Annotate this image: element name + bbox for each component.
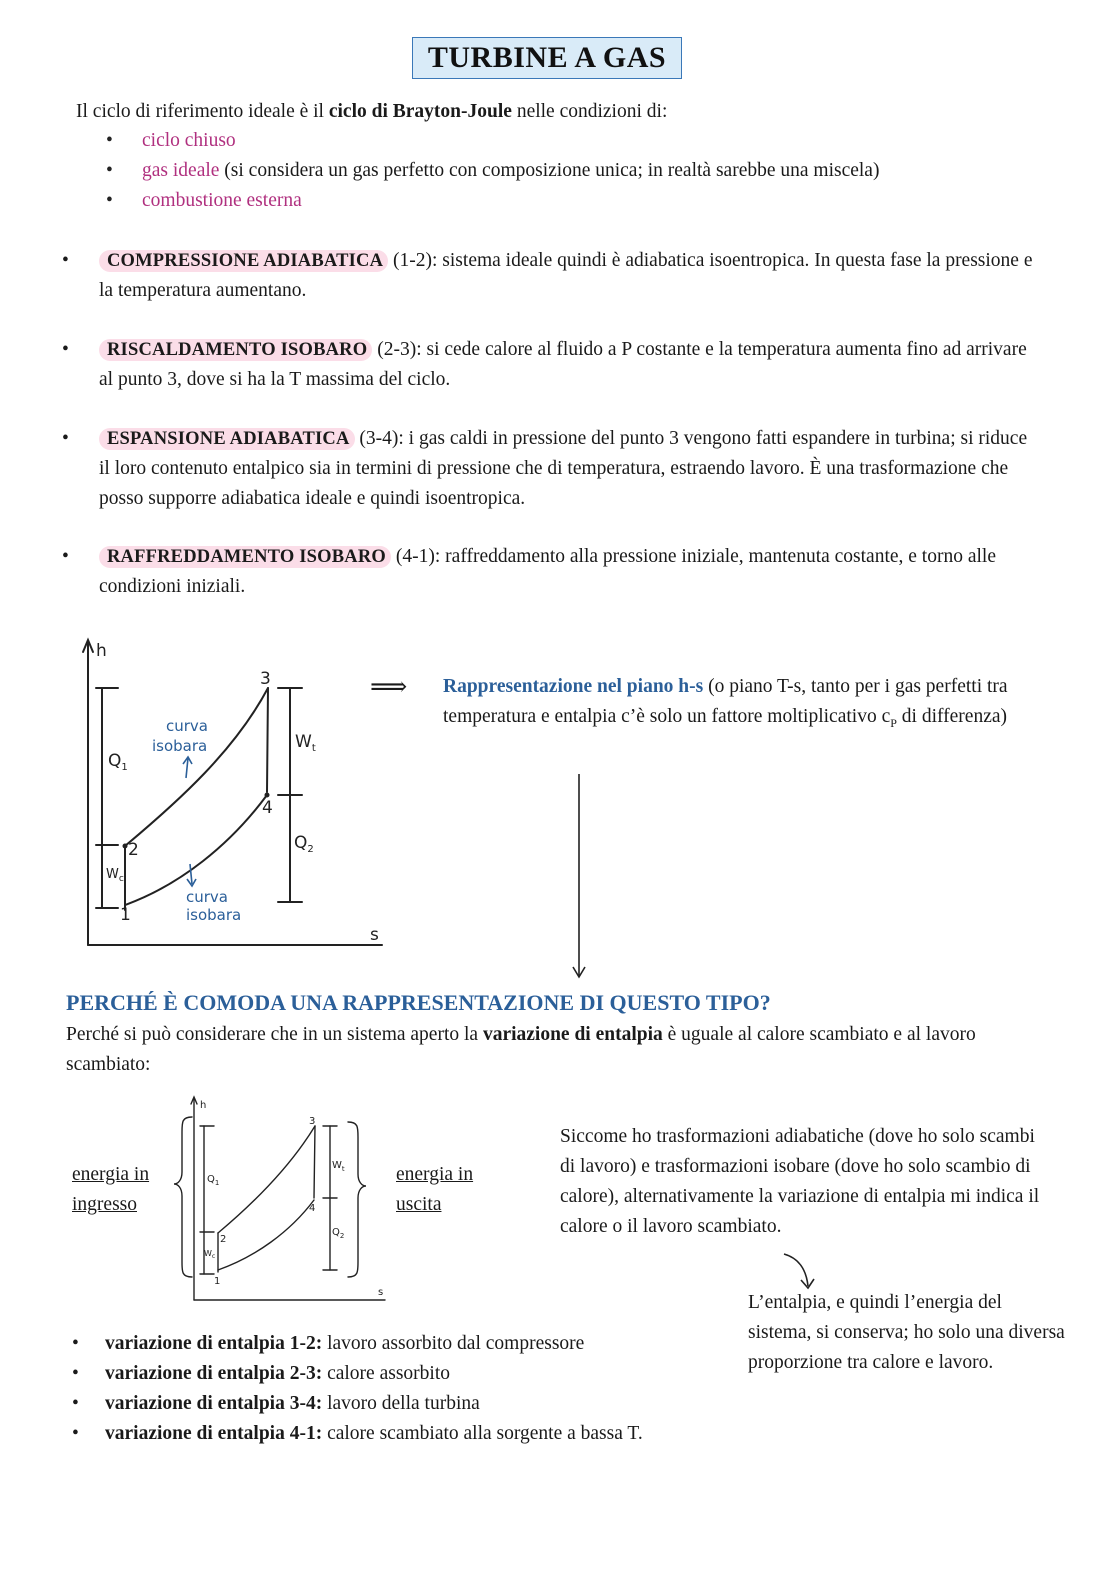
svg-text:Wc: $W_c$ — [204, 1249, 216, 1260]
point-2-label: 2 — [128, 840, 139, 860]
point-2-dot — [123, 844, 128, 849]
curve-label: curva — [166, 717, 208, 735]
svg-text:Q1: $Q_1$ — [207, 1174, 220, 1187]
conservation-note: L’entalpia, e quindi l’energia del sistema, si conserva; ho solo una diversa proporzione tra calore e lavoro. — [748, 1292, 1065, 1373]
svg-text:2: 2 — [220, 1234, 227, 1245]
condition-item: • gas ideale (si considera un gas perfetto con composizione unica; in realtà sarebbe una miscela) — [106, 156, 879, 186]
phase-item: • RAFFREDDAMENTO ISOBARO (4-1): raffreddamento alla pressione iniziale, mantenuta costante, e torno alle condizioni iniziali. — [62, 546, 996, 597]
heating-curve — [125, 688, 268, 846]
hs-diagram — [70, 630, 400, 955]
q1-label: $Q_1$ — [108, 751, 128, 773]
variation-item: • variazione di entalpia 4-1: calore scambiato alla sorgente a bassa T. — [72, 1423, 643, 1444]
phase-item: • COMPRESSIONE ADIABATICA (1-2): sistema ideale quindi è adiabatica isoentropica. In questa fase la pressione e la temperatura aumentano. — [62, 250, 1033, 301]
down-arrow-icon — [570, 772, 590, 982]
point-1-label: 1 — [120, 905, 131, 925]
expansion-line — [267, 688, 268, 792]
double-arrow-icon: ⟹ — [370, 672, 408, 701]
representation-text: Rappresentazione nel piano h-s (o piano T-s, tanto per i gas perfetti tra temperatura e entalpia c’è solo un fattore moltiplicativo $c_P$ di differenza) — [443, 676, 1008, 730]
variation-item: • variazione di entalpia 1-2: lavoro assorbito dal compressore — [72, 1333, 585, 1354]
q2-label: $Q_2$ — [294, 833, 314, 855]
variation-item: • variazione di entalpia 2-3: calore assorbito — [72, 1363, 450, 1384]
point-3-label: 3 — [260, 669, 271, 689]
curve-label: isobara — [186, 906, 242, 924]
svg-text:Q2: $Q_2$ — [332, 1227, 345, 1240]
phase-item: • RISCALDAMENTO ISOBARO (2-3): si cede calore al fluido a P costante e la temperatura aumenta fino ad arrivare al punto 3, dove si ha la T massima del ciclo. — [62, 339, 1027, 390]
svg-text:3: 3 — [309, 1116, 316, 1127]
s-axis-label: s — [370, 925, 379, 945]
point-4-dot — [265, 793, 270, 798]
hs-diagram-small — [170, 1092, 395, 1307]
condition-item: • combustione esterna — [106, 186, 879, 216]
curve-label: curva — [186, 888, 228, 906]
svg-text:h: h — [200, 1100, 207, 1111]
conditions-list — [106, 126, 879, 216]
energy-in-label: energia in ingresso — [72, 1164, 150, 1215]
point-4-label: 4 — [262, 798, 273, 818]
phase-item: • ESPANSIONE ADIABATICA (3-4): i gas caldi in pressione del punto 3 vengono fatti espandere in turbina; si riduce il loro contenuto entalpico sia in termini di pressione che di temperatura, estraendo lavoro. È una trasformazione che posso supporre adiabatica ideale e quindi isoentropica. — [62, 428, 1028, 509]
svg-text:Wt: $W_t$ — [332, 1160, 345, 1173]
curved-arrow-icon — [780, 1250, 820, 1292]
phase-name: RAFFREDDAMENTO ISOBARO — [99, 546, 391, 568]
variations-list — [72, 1329, 643, 1449]
curve-label: isobara — [152, 737, 208, 755]
energy-out-label: energia in uscita — [396, 1164, 474, 1215]
wt-label: $W_t$ — [295, 732, 316, 754]
left-brace — [174, 1117, 192, 1277]
phase-name: ESPANSIONE ADIABATICA — [99, 428, 355, 450]
intro-paragraph: Il ciclo di riferimento ideale è il ciclo di Brayton-Joule nelle condizioni di: — [76, 101, 668, 122]
svg-text:s: s — [378, 1287, 384, 1298]
condition-item: • ciclo chiuso — [106, 126, 879, 156]
why-paragraph: Perché si può considerare che in un sistema aperto la variazione di entalpia è uguale al calore scambiato e al lavoro scambiato: — [66, 1024, 976, 1075]
svg-text:1: 1 — [214, 1276, 221, 1287]
wc-label: $W_c$ — [106, 867, 124, 884]
side-text: Siccome ho trasformazioni adiabatiche (dove ho solo scambi di lavoro) e trasformazioni isobare (dove ho solo scambio di calore), alternativamente la variazione di entalpia mi indica il calore o il lavoro scambiato. — [560, 1126, 1040, 1237]
svg-text:4: 4 — [309, 1203, 316, 1214]
section-heading: PERCHÉ È COMODA UNA RAPPRESENTAZIONE DI QUESTO TIPO? — [66, 990, 771, 1015]
h-axis-label: h — [96, 641, 107, 661]
phase-name: RISCALDAMENTO ISOBARO — [99, 339, 372, 361]
page-title: TURBINE A GAS — [412, 37, 682, 79]
phase-name: COMPRESSIONE ADIABATICA — [99, 250, 388, 272]
right-brace — [348, 1122, 366, 1277]
variation-item: • variazione di entalpia 3-4: lavoro della turbina — [72, 1393, 480, 1414]
